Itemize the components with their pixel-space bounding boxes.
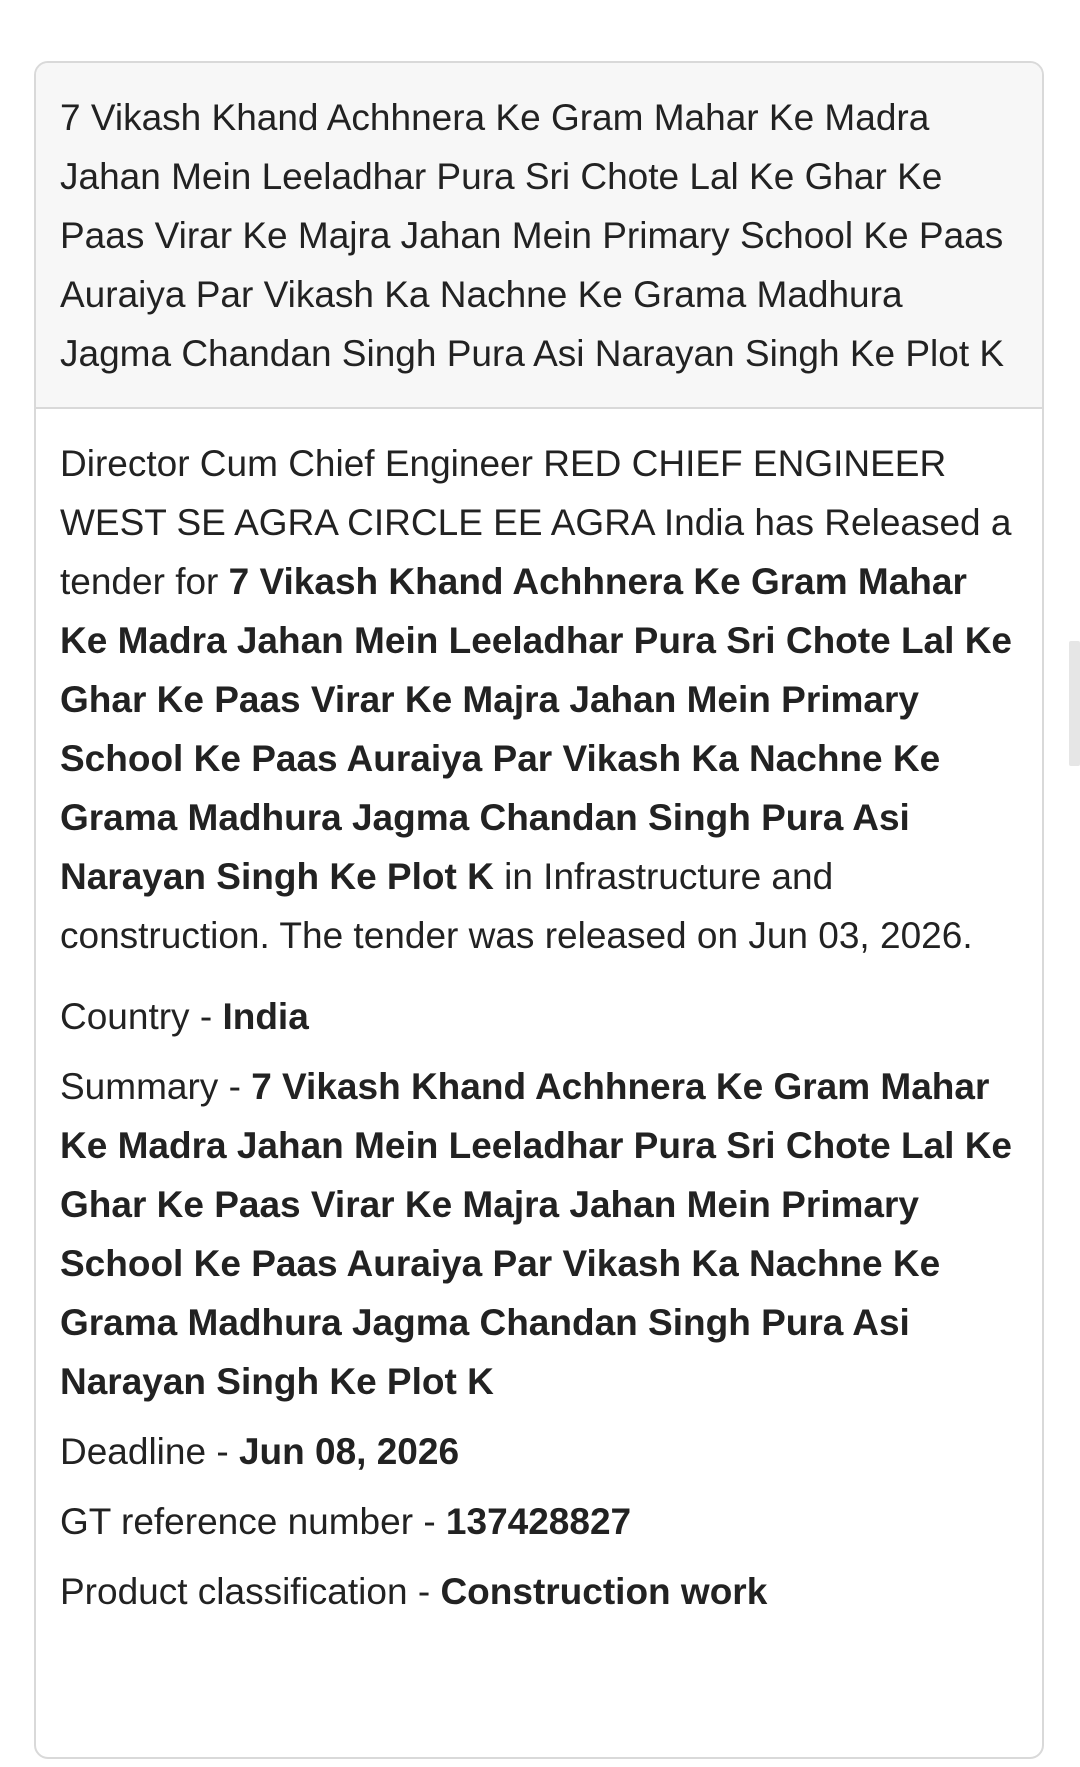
- tender-header-title: 7 Vikash Khand Achhnera Ke Gram Mahar Ke Madra Jahan Mein Leeladhar Pura Sri Chote Lal Ke Ghar Ke Paas Virar Ke Majra Jahan Mein Primary School Ke Paas Auraiya Par Vikash Ka Nachne Ke Grama Madhura Jagma Chandan Singh Pura Asi Narayan Singh Ke Plot K: [60, 97, 1005, 374]
- scrollbar-thumb[interactable]: [1069, 641, 1080, 766]
- detail-classification: [60, 1562, 1012, 1621]
- gt-reference-label: GT reference number -: [60, 1501, 446, 1542]
- intro-released-text: has Released a tender for: [60, 502, 1012, 602]
- intro-sector-prefix: in: [493, 856, 544, 897]
- summary-value: 7 Vikash Khand Achhnera Ke Gram Mahar Ke Madra Jahan Mein Leeladhar Pura Sri Chote Lal Ke Ghar Ke Paas Virar Ke Majra Jahan Mein Primary School Ke Paas Auraiya Par Vikash Ka Nachne Ke Grama Madhura Jagma Chandan Singh Pura Asi Narayan Singh Ke Plot K: [60, 1066, 1012, 1402]
- detail-country: [60, 987, 1012, 1046]
- release-date: Jun 03, 2026: [748, 915, 963, 956]
- country-value: India: [222, 996, 309, 1037]
- tender-intro: [60, 434, 1012, 965]
- summary-label: Summary -: [60, 1066, 252, 1107]
- detail-deadline: [60, 1422, 1012, 1481]
- detail-summary: [60, 1057, 1012, 1411]
- classification-label: Product classification -: [60, 1571, 441, 1612]
- gt-reference-value: 137428827: [445, 1501, 632, 1542]
- intro-date-prefix: . The tender was released on: [259, 915, 749, 956]
- detail-gt-reference: [60, 1492, 1012, 1551]
- deadline-label: Deadline -: [60, 1431, 239, 1472]
- deadline-value: Jun 08, 2026: [238, 1431, 460, 1472]
- tender-body: [36, 409, 1042, 1662]
- tender-title: 7 Vikash Khand Achhnera Ke Gram Mahar Ke Madra Jahan Mein Leeladhar Pura Sri Chote Lal Ke Ghar Ke Paas Virar Ke Majra Jahan Mein Primary School Ke Paas Auraiya Par Vikash Ka Nachne Ke Grama Madhura Jagma Chandan Singh Pura Asi Narayan Singh Ke Plot K: [60, 561, 1012, 897]
- issuer-name: Director Cum Chief Engineer RED CHIEF ENGINEER WEST SE AGRA CIRCLE EE AGRA India: [60, 443, 947, 543]
- tender-sector: Infrastructure and construction: [60, 856, 834, 956]
- tender-card: [34, 61, 1044, 1759]
- tender-header: [36, 63, 1042, 409]
- intro-end: .: [962, 915, 973, 956]
- classification-value: Construction work: [440, 1571, 768, 1612]
- country-label: Country -: [60, 996, 223, 1037]
